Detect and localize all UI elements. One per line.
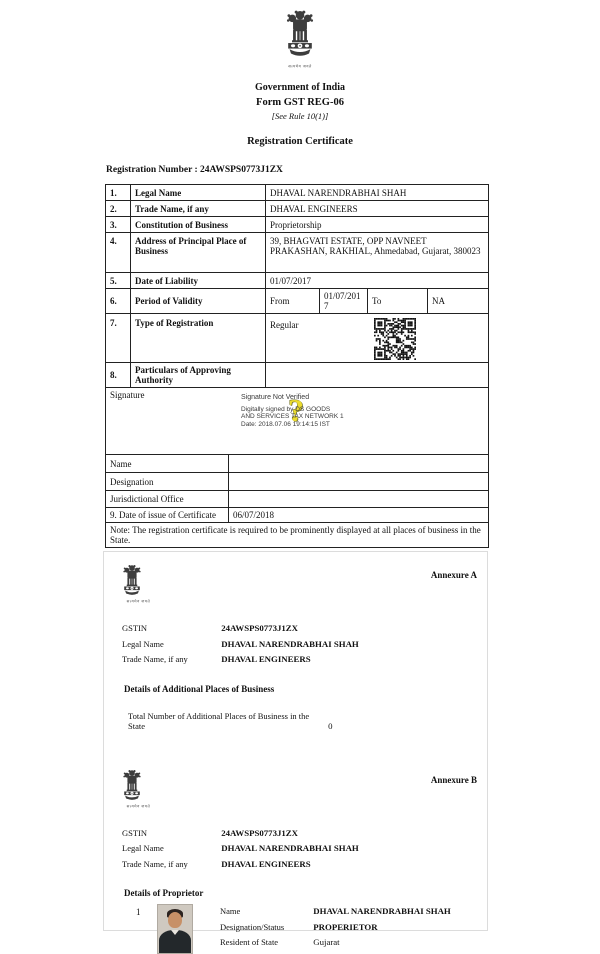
- annexure-a-header: [104, 552, 487, 608]
- field-label: Name: [220, 906, 241, 916]
- emblem-artwork: [117, 769, 147, 802]
- certificate-title: Registration Certificate: [247, 136, 353, 147]
- emblem-of-india-icon: [117, 564, 160, 608]
- row-number: 2.: [106, 201, 131, 217]
- document-header: [0, 0, 600, 147]
- field-label: Legal Name: [122, 843, 164, 853]
- registration-number-value: 24AWSPS0773J1ZX: [200, 165, 283, 175]
- validity-from-value: 01/07/2017: [320, 289, 368, 314]
- field-row: [122, 857, 487, 873]
- field-row: [220, 904, 451, 920]
- emblem-caption: सत्यमेव जयते: [126, 803, 151, 808]
- table-row: [106, 217, 489, 233]
- field-label: GSTIN: [122, 827, 148, 838]
- signature-date: Date: 2018.07.06 19:14:15 IST: [241, 420, 330, 428]
- field-row: [122, 637, 487, 653]
- row-number: 5.: [106, 273, 131, 289]
- row-value: 39, BHAGVATI ESTATE, OPP NAVNEET PRAKASHAN, RAKHIAL, Ahmedabad, Gujarat, 380023: [266, 233, 489, 273]
- validity-from-label: From: [266, 289, 320, 314]
- field-label: Legal Name: [122, 638, 164, 649]
- row-label: Jurisdictional Office: [106, 491, 229, 508]
- field-row: [122, 841, 487, 857]
- annexures-container: [103, 551, 488, 947]
- table-row: [106, 289, 489, 314]
- row-value: Proprietorship: [266, 217, 489, 233]
- row-number: 8.: [106, 363, 131, 388]
- row-value: 01/07/2017: [266, 273, 489, 289]
- row-label: Name: [106, 455, 229, 473]
- annexure-a-fields: [122, 621, 487, 668]
- field-label: Resident of State: [220, 937, 279, 947]
- digital-signature-stamp: [241, 394, 431, 428]
- table-row: [106, 233, 489, 273]
- field-row: [220, 920, 451, 936]
- table-row: [106, 273, 489, 289]
- signature-warning-icon: ?: [288, 392, 304, 428]
- row-label: Trade Name, if any: [131, 201, 266, 217]
- total-value: 0: [328, 720, 333, 731]
- row-value: DHAVAL NARENDRABHAI SHAH: [266, 185, 489, 201]
- note-row: [106, 523, 489, 548]
- proprietor-row: [136, 904, 487, 954]
- row-label: Legal Name: [131, 185, 266, 201]
- field-label: GSTIN: [122, 623, 148, 633]
- emblem-caption: सत्यमेव जयते: [126, 599, 151, 604]
- field-value: 24AWSPS0773J1ZX: [221, 827, 298, 838]
- additional-places-total-row: [128, 711, 487, 731]
- field-label: Trade Name, if any: [122, 858, 188, 869]
- annexure-b-fields: [122, 826, 487, 873]
- table-row: [106, 455, 489, 473]
- row-value: 06/07/2018: [229, 508, 489, 523]
- table-row: [106, 473, 489, 491]
- signature-signer-line1: Digitally signed by DS GOODS: [241, 405, 331, 413]
- field-row: [122, 652, 487, 668]
- signature-signer-line2: AND SERVICES TAX NETWORK 1: [241, 413, 344, 420]
- row-value: [229, 491, 489, 508]
- annexure-a-title: Annexure A: [430, 570, 477, 580]
- field-label: Designation/Status: [220, 921, 285, 932]
- form-title: Form GST REG-06: [256, 97, 344, 108]
- total-label: Total Number of Additional Places of Business in the State: [128, 710, 310, 731]
- emblem-of-india-icon: [277, 9, 323, 73]
- emblem-caption: सत्यमेव जयते: [288, 64, 312, 69]
- table-row: [106, 185, 489, 201]
- signature-label: Signature: [110, 390, 145, 400]
- validity-to-value: NA: [428, 289, 489, 314]
- registration-type-value: Regular: [270, 320, 299, 330]
- table-row: [106, 491, 489, 508]
- government-of-india-title: Government of India: [255, 82, 345, 93]
- table-row: [106, 314, 489, 363]
- table-row: [106, 363, 489, 388]
- row-number: 7.: [106, 314, 131, 363]
- registration-details-table: [105, 184, 489, 455]
- registration-number-line: [106, 165, 600, 175]
- row-value: DHAVAL ENGINEERS: [266, 201, 489, 217]
- field-row: [220, 935, 451, 951]
- row-value: [266, 363, 489, 388]
- field-value: DHAVAL ENGINEERS: [221, 654, 311, 664]
- field-value: DHAVAL NARENDRABHAI SHAH: [221, 638, 359, 649]
- field-row: [122, 621, 487, 637]
- officer-details-table: [105, 454, 489, 548]
- signature-status: Signature Not Verified: [241, 394, 310, 401]
- row-number: 3.: [106, 217, 131, 233]
- row-label: Date of Liability: [131, 273, 266, 289]
- row-label: Period of Validity: [131, 289, 266, 314]
- photo-face: [168, 912, 182, 928]
- row-value: [229, 455, 489, 473]
- field-value: DHAVAL NARENDRABHAI SHAH: [221, 843, 359, 853]
- row-number: 6.: [106, 289, 131, 314]
- additional-places-section-title: Details of Additional Places of Business: [124, 683, 275, 694]
- row-value: [266, 314, 489, 363]
- row-value: [229, 473, 489, 491]
- qr-code: [373, 318, 417, 360]
- annexure-b-title: Annexure B: [430, 774, 477, 785]
- rule-reference: [See Rule 10(1)]: [271, 111, 329, 121]
- row-number: 1.: [106, 185, 131, 201]
- registration-number-label: Registration Number :: [106, 165, 198, 175]
- row-label: Address of Principal Place of Business: [131, 233, 266, 273]
- table-row: [106, 201, 489, 217]
- emblem-artwork: [117, 564, 147, 597]
- signature-row: [106, 388, 489, 455]
- proprietor-fields: [220, 904, 451, 954]
- proprietor-photo: [157, 904, 193, 954]
- table-row: [106, 508, 489, 523]
- field-value: 24AWSPS0773J1ZX: [221, 623, 298, 633]
- row-label: Constitution of Business: [131, 217, 266, 233]
- signature-cell: [106, 388, 489, 455]
- emblem-of-india-icon: [117, 769, 160, 813]
- field-value: PROPERIETOR: [313, 921, 378, 932]
- row-number: 4.: [106, 233, 131, 273]
- field-value: DHAVAL NARENDRABHAI SHAH: [313, 906, 451, 916]
- row-label: Designation: [106, 473, 229, 491]
- field-label: Trade Name, if any: [122, 654, 188, 664]
- emblem-artwork: [277, 9, 323, 59]
- field-value: DHAVAL ENGINEERS: [221, 858, 311, 869]
- row-label: Type of Registration: [131, 314, 266, 363]
- field-value: Gujarat: [313, 937, 340, 947]
- validity-to-label: To: [368, 289, 428, 314]
- field-row: [122, 826, 487, 842]
- proprietor-index: 1: [136, 907, 141, 917]
- display-note: Note: The registration certificate is required to be prominently displayed at all places of business in the State.: [106, 523, 489, 548]
- proprietor-section-title: Details of Proprietor: [124, 888, 204, 898]
- row-label: 9. Date of issue of Certificate: [106, 508, 229, 523]
- annexure-b-header: [104, 757, 487, 813]
- row-label: Particulars of Approving Authority: [131, 363, 266, 388]
